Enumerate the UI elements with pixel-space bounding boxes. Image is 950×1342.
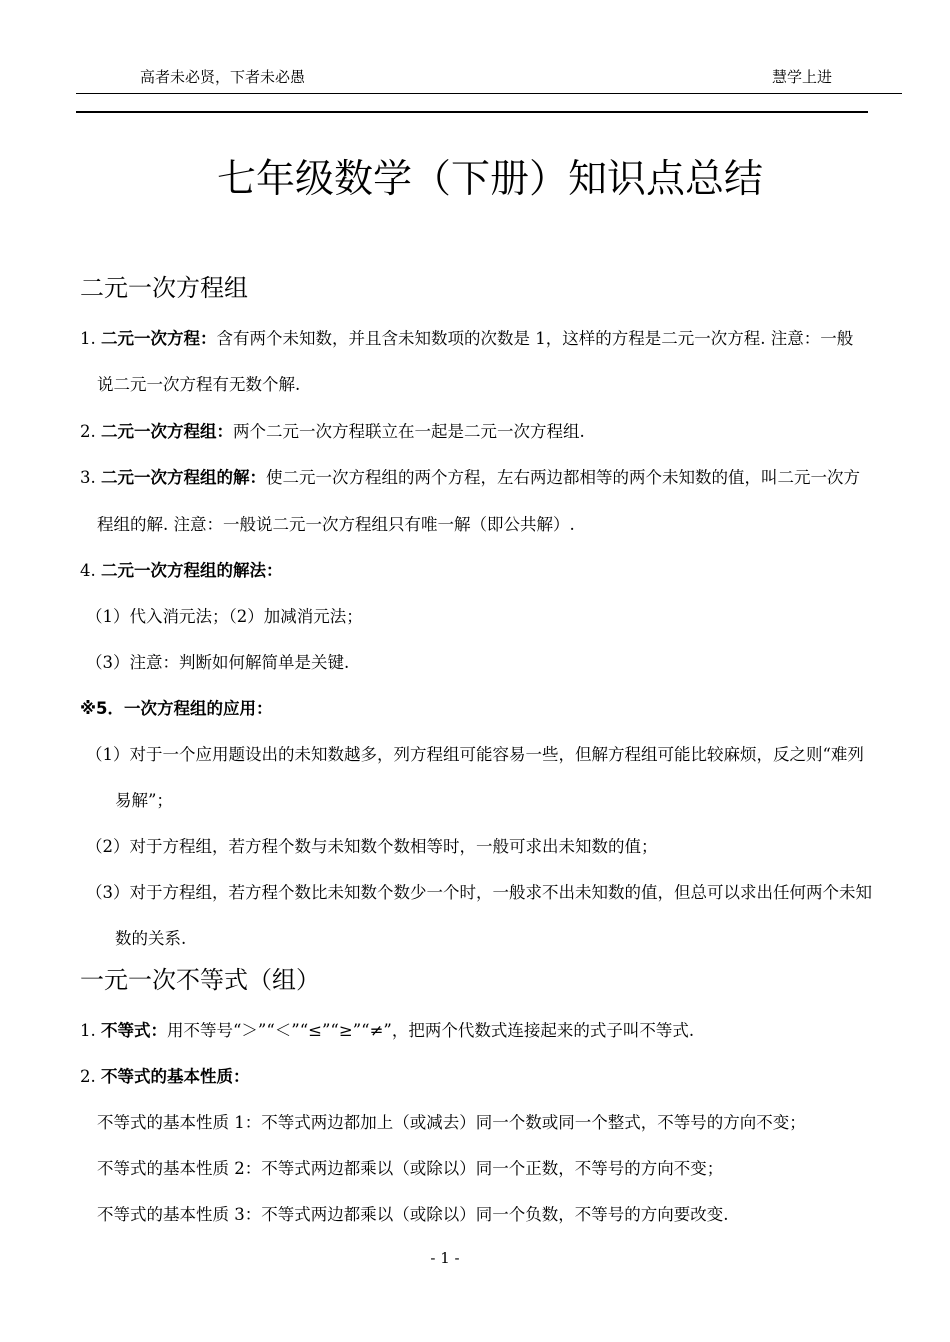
item-term: 二元一次方程组的解法： xyxy=(101,561,283,580)
s1-item3-continuation: 程组的解. 注意：一般说二元一次方程组只有唯一解（即公共解）. xyxy=(97,515,575,534)
s2-item1 xyxy=(80,1017,694,1041)
s1-item5-point3-continuation: 数的关系. xyxy=(115,929,187,948)
item-term: 二元一次方程组的解： xyxy=(101,468,266,487)
s1-item5-point3: （3）对于方程组，若方程个数比未知数个数少一个时，一般求不出未知数的值，但总可以求出任何两个未知 xyxy=(86,883,872,902)
item-term: 不等式的基本性质： xyxy=(101,1067,250,1086)
item-number: 1. xyxy=(80,1021,96,1040)
s1-item4 xyxy=(80,557,283,581)
item-term: 二元一次方程： xyxy=(101,329,217,348)
item-number: 1. xyxy=(80,329,96,348)
s1-item4-methods: （1）代入消元法；（2）加减消元法； xyxy=(86,607,363,626)
s1-item5 xyxy=(80,695,273,719)
header-motto: 高者未必贤，下者未必愚 xyxy=(140,68,306,86)
item-number: 3. xyxy=(80,468,96,487)
s1-item4-note: （3）注意：判断如何解简单是关键. xyxy=(86,653,350,672)
item-number: 2. xyxy=(80,1067,96,1086)
s1-item2 xyxy=(80,418,585,442)
s1-item1 xyxy=(80,325,853,349)
section-heading-inequalities: 一元一次不等式（组） xyxy=(80,966,320,994)
s2-item2 xyxy=(80,1063,250,1087)
item-text: 含有两个未知数，并且含未知数项的次数是 1，这样的方程是二元一次方程. 注意：一般 xyxy=(216,329,854,348)
item-term: 不等式： xyxy=(101,1021,167,1040)
s1-item5-point1-continuation: 易解”； xyxy=(115,791,173,810)
item-text: 用不等号“＞”“＜”“≤”“≥”“≠”，把两个代数式连接起来的式子叫不等式. xyxy=(167,1021,695,1040)
s1-item3 xyxy=(80,464,860,488)
item-term: ※5．一次方程组的应用： xyxy=(80,699,273,718)
s2-property-3: 不等式的基本性质 3：不等式两边都乘以（或除以）同一个负数，不等号的方向要改变. xyxy=(97,1205,729,1224)
item-term: 二元一次方程组： xyxy=(101,422,233,441)
header-rule-thin xyxy=(76,93,902,94)
section-heading-linear-equations: 二元一次方程组 xyxy=(80,274,248,302)
header-brand: 慧学上进 xyxy=(772,68,833,86)
s2-property-1: 不等式的基本性质 1：不等式两边都加上（或减去）同一个数或同一个整式，不等号的方向不变； xyxy=(97,1113,806,1132)
s1-item5-point2: （2）对于方程组，若方程个数与未知数个数相等时，一般可求出未知数的值； xyxy=(86,837,658,856)
s2-property-2: 不等式的基本性质 2：不等式两边都乘以（或除以）同一个正数，不等号的方向不变； xyxy=(97,1159,724,1178)
page-title: 七年级数学（下册）知识点总结 xyxy=(216,157,763,202)
item-number: 2. xyxy=(80,422,96,441)
item-number: 4. xyxy=(80,561,96,580)
s1-item5-point1: （1）对于一个应用题设出的未知数越多，列方程组可能容易一些，但解方程组可能比较麻烦，反之则“难列 xyxy=(86,745,864,764)
item-text: 两个二元一次方程联立在一起是二元一次方程组. xyxy=(233,422,585,441)
s1-item1-continuation: 说二元一次方程有无数个解. xyxy=(97,375,301,394)
item-text: 使二元一次方程组的两个方程，左右两边都相等的两个未知数的值，叫二元一次方 xyxy=(266,468,860,487)
page-number: - 1 - xyxy=(430,1249,460,1267)
header-rule-thick xyxy=(76,111,868,113)
